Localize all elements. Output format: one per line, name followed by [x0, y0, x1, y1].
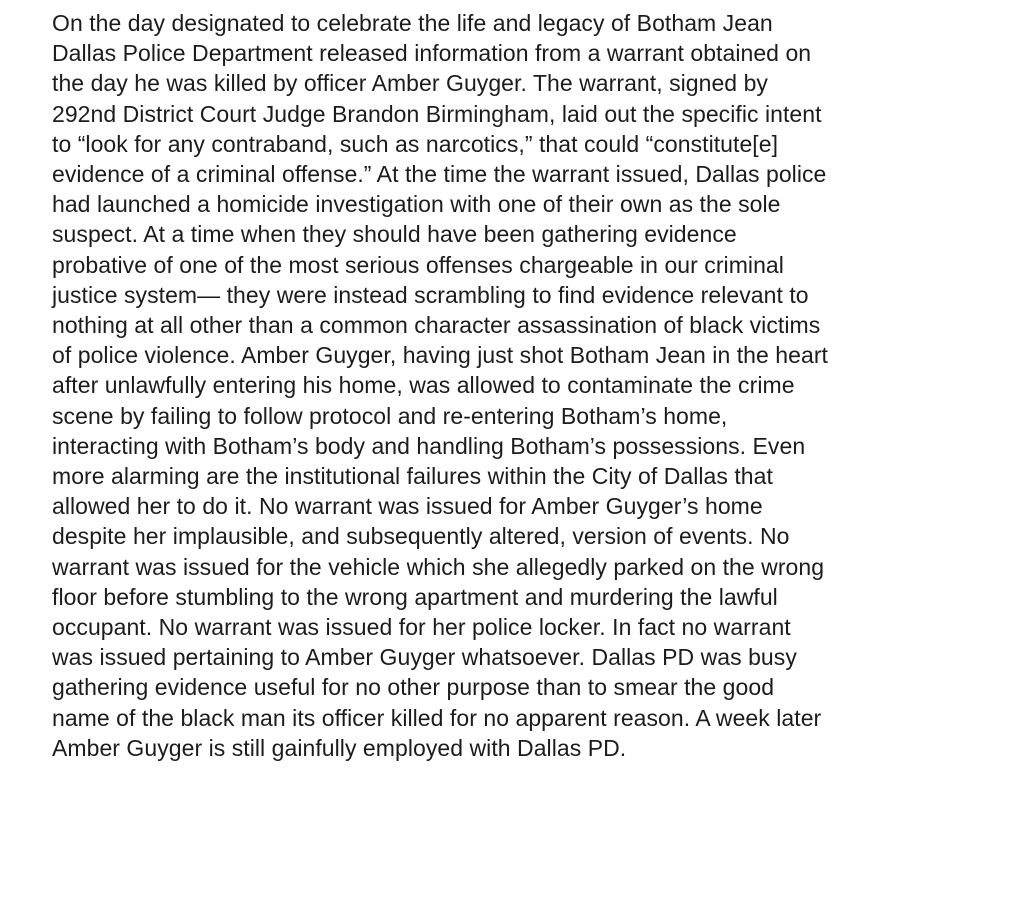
- text-line: scene by failing to follow protocol and re-entering Botham’s home,: [52, 402, 728, 429]
- text-line: Dallas Police Department released information from a warrant obtained on: [52, 40, 812, 67]
- text-line: interacting with Botham’s body and handling Botham’s possessions. Even: [52, 432, 806, 459]
- text-line: 292nd District Court Judge Brandon Birmingham, laid out the specific intent: [52, 100, 822, 127]
- text-line: On the day designated to celebrate the life and legacy of Botham Jean: [52, 10, 773, 36]
- text-line: gathering evidence useful for no other purpose than to smear the good: [52, 674, 775, 701]
- statement-paragraph: [52, 8, 1012, 763]
- text-line: after unlawfully entering his home, was allowed to contaminate the crime: [52, 372, 795, 399]
- text-line: despite her implausible, and subsequently altered, version of events. No: [52, 523, 790, 550]
- text-line: nothing at all other than a common character assassination of black victims: [52, 312, 821, 339]
- text-line: occupant. No warrant was issued for her police locker. In fact no warrant: [52, 614, 791, 641]
- text-line: allowed her to do it. No warrant was issued for Amber Guyger’s home: [52, 493, 763, 520]
- text-line: justice system— they were instead scrambling to find evidence relevant to: [52, 281, 809, 308]
- text-line: probative of one of the most serious offenses chargeable in our criminal: [52, 251, 784, 278]
- text-line: floor before stumbling to the wrong apartment and murdering the lawful: [52, 583, 778, 610]
- text-line: Amber Guyger is still gainfully employed with Dallas PD.: [52, 734, 627, 761]
- text-line: name of the black man its officer killed for no apparent reason. A week later: [52, 704, 822, 731]
- text-line: suspect. At a time when they should have been gathering evidence: [52, 221, 737, 248]
- text-line: evidence of a criminal offense.” At the time the warrant issued, Dallas police: [52, 161, 827, 188]
- text-line: to “look for any contraband, such as narcotics,” that could “constitute[e]: [52, 130, 779, 157]
- text-line: of police violence. Amber Guyger, having just shot Botham Jean in the heart: [52, 342, 828, 369]
- text-line: had launched a homicide investigation with one of their own as the sole: [52, 191, 781, 218]
- text-line: the day he was killed by officer Amber Guyger. The warrant, signed by: [52, 70, 768, 97]
- text-line: was issued pertaining to Amber Guyger whatsoever. Dallas PD was busy: [52, 644, 797, 671]
- text-line: warrant was issued for the vehicle which she allegedly parked on the wrong: [52, 553, 825, 580]
- text-line: more alarming are the institutional failures within the City of Dallas that: [52, 463, 773, 490]
